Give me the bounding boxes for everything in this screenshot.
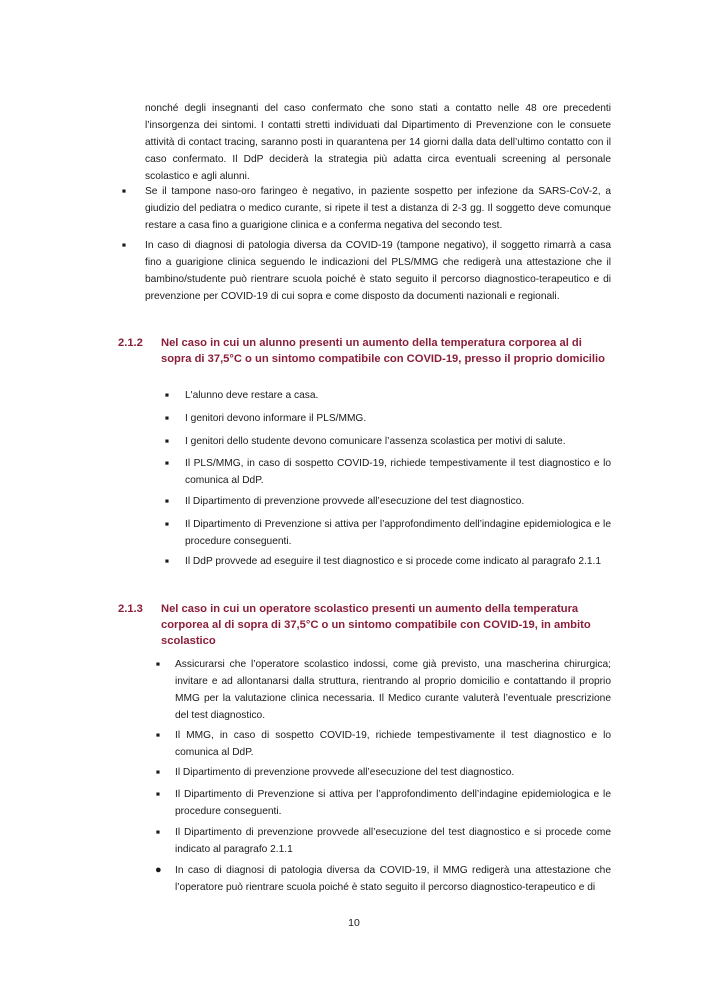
page-number: 10 [348, 917, 360, 929]
square-bullet-icon: ■ [165, 460, 169, 467]
square-bullet-icon: ■ [156, 829, 160, 836]
intro-paragraph: nonché degli insegnanti del caso confermato che sono stati a contatto nelle 48 ore precedenti l’insorgenza dei sintomi. I contatti stretti individuati dal Dipartimento di Prevenzione con le consuete attività di contact tracing, saranno posti in quarantena per 14 giorni dalla data dell’ultimo contatto con il caso confermato. Il DdP deciderà la strategia più adatta circa eventuali screening al personale scolastico e agli alunni. [145, 103, 611, 182]
document-page: nonché degli insegnanti del caso confermato che sono stati a contatto nelle 48 ore precedenti l’insorgenza dei sintomi. I contatti stretti individuati dal Dipartimento di Prevenzione con le consuete attività di contact tracing, saranno posti in quarantena per 14 giorni dalla data dell’ultimo contatto con il caso confermato. Il DdP deciderà la strategia più adatta circa eventuali screening al personale scolastico e agli alunni. ■ Se il tampone naso-oro faringeo è negativo, in paziente sospetto per infezione da SARS-CoV-2, a giudizio del pediatra o medico curante, si ripete il test a distanza di 2-3 gg. Il soggetto deve comunque restare a casa fino a guarigione clinica e a conferma negativa del secondo test. ■ In caso di diagnosi di patologia diversa da COVID-19 (tampone negativo), il soggetto rimarrà a casa fino a guarigione clinica seguendo le indicazioni del PLS/MMG che redigerà una attestazione che il bambino/studente può rientrare scuola poiché è stato seguito il percorso diagnostico-terapeutico e di prevenzione per COVID-19 di cui sopra e come disposto da documenti nazionali e regionali. 2.1.2 Nel caso in cui un alunno presenti un aumento della temperatura corporea al di sopra di 37,5°C o un sintomo compatibile con COVID-19, presso il proprio domicilio ■ L'alunno deve restare a casa. ■ I genitori devono informare il PLS/MMG. ■ I genitori dello studente devono comunicare l’assenza scolastica per motivi di salute. ■ Il PLS/MMG, in caso di sospetto COVID-19, richiede tempestivamente il test diagnostico e lo comunica al DdP. ■ Il Dipartimento di prevenzione provvede all’esecuzione del test diagnostico. ■ Il Dipartimento di Prevenzione si attiva per l’approfondimento dell’indagine epidemiologica e le procedure conseguenti. ■ Il DdP provvede ad eseguire il test diagnostico e si procede come indicato al paragrafo 2.1.1 2.1.3 Nel caso in cui un operatore scolastico presenti un aumento della temperatura corporea al di sopra di 37,5°C o un sintomo compatibile con COVID-19, in ambito scolastico ■ Assicurarsi che l’operatore scolastico indossi, come già previsto, una mascherina chirurgica; invitare e ad allontanarsi dalla struttura, rientrando al proprio domicilio e contattando il proprio MMG per la valutazione clinica necessaria. Il Medico curante valuterà l’eventuale prescrizione del test diagnostico. ■ Il MMG, in caso di sospetto COVID-19, richiede tempestivamente il test diagnostico e lo comunica al DdP. ■ Il Dipartimento di prevenzione provvede all’esecuzione del test diagnostico. ■ Il Dipartimento di Prevenzione si attiva per l’approfondimento dell’indagine epidemiologica e le procedure conseguenti. ■ Il Dipartimento di prevenzione provvede all’esecuzione del test diagnostico e si procede come indicato al paragrafo 2.1.1 ● In caso di diagnosi di patologia diversa da COVID-19, il MMG redigerà una attestazione che l’operatore può rientrare scuola poiché è stato seguito il percorso diagnostico-terapeutico e di 10 [0, 0, 708, 1000]
square-bullet-icon: ■ [165, 558, 169, 565]
section-title: Nel caso in cui un alunno presenti un aumento della temperatura corporea al di sopra di 37,5°C o un sintomo compatibile con COVID-19, presso il proprio domicilio [161, 337, 605, 365]
square-bullet-icon: ■ [165, 438, 169, 445]
square-bullet-icon: ■ [156, 769, 160, 776]
square-bullet-icon: ■ [165, 415, 169, 422]
square-bullet-icon: ■ [165, 392, 169, 399]
section-number: 2.1.2 [118, 337, 143, 349]
square-bullet-icon: ■ [156, 791, 160, 798]
square-bullet-icon: ■ [122, 188, 126, 195]
square-bullet-icon: ■ [165, 498, 169, 505]
square-bullet-icon: ■ [165, 521, 169, 528]
section-title: Nel caso in cui un operatore scolastico presenti un aumento della temperatura corporea al di sopra di 37,5°C o un sintomo compatibile con COVID-19, in ambito scolastico [161, 603, 591, 647]
section-number: 2.1.3 [118, 603, 143, 615]
round-bullet-icon: ● [155, 864, 162, 876]
square-bullet-icon: ■ [122, 242, 126, 249]
square-bullet-icon: ■ [156, 661, 160, 668]
square-bullet-icon: ■ [156, 732, 160, 739]
